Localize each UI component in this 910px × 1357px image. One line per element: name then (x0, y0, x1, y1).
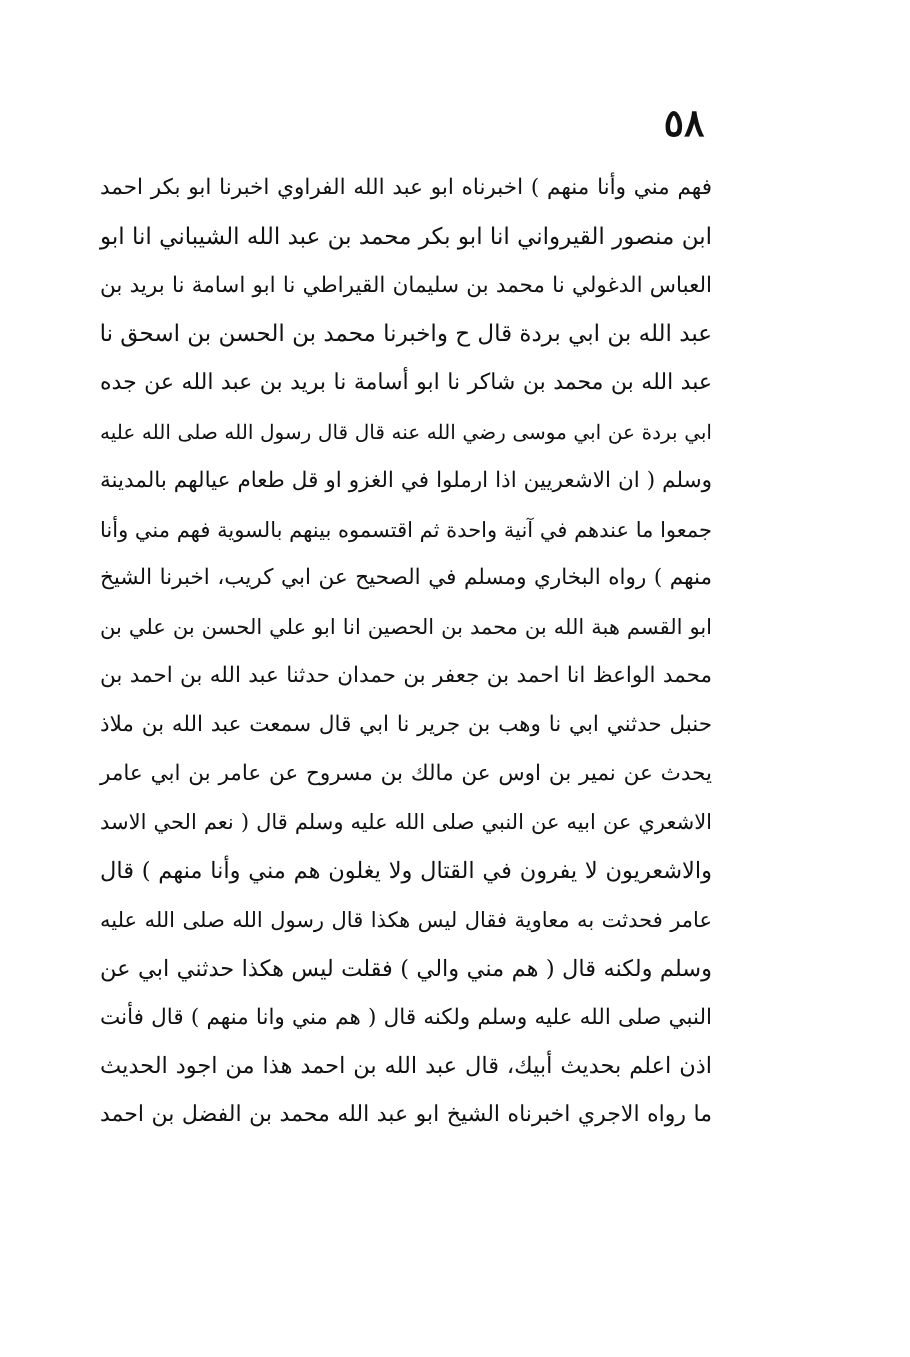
text-line-2: ابن منصور القيرواني انا ابو بكر محمد بن عبد الله الشيباني انا ابو (100, 223, 712, 250)
text-line-12: حنبل حدثني ابي نا وهب بن جرير نا ابي قال سمعت عبد الله بن ملاذ (100, 711, 712, 737)
text-line-13: يحدث عن نمير بن اوس عن مالك بن مسروح عن عامر بن ابي عامر (100, 760, 712, 786)
text-line-14: الاشعري عن ابيه عن النبي صلى الله عليه وسلم قال ( نعم الحي الاسد (100, 810, 712, 835)
page-number: ٥٨ (663, 100, 705, 145)
text-line-4: عبد الله بن ابي بردة قال ح واخبرنا محمد بن الحسن بن اسحق نا (99, 321, 712, 348)
text-line-19: اذن اعلم بحديث أبيك، قال عبد الله بن احمد هذا من اجود الحديث (100, 1053, 712, 1080)
text-line-1: فهم مني وأنا منهم ) اخبرناه ابو عبد الله الفراوي اخبرنا ابو بكر احمد (100, 175, 712, 200)
text-line-6: ابي بردة عن ابي موسى رضي الله عنه قال قال رسول الله صلى الله عليه (100, 419, 712, 444)
text-line-7: وسلم ( ان الاشعريين اذا ارملوا في الغزو او قل طعام عيالهم بالمدينة (100, 467, 712, 493)
text-line-9: منهم ) رواه البخاري ومسلم في الصحيح عن ابي كريب، اخبرنا الشيخ (100, 565, 712, 591)
text-line-17: وسلم ولكنه قال ( هم مني والي ) فقلت ليس هكذا حدثني ابي عن (100, 955, 712, 982)
text-line-16: عامر فحدثت به معاوية فقال ليس هكذا قال رسول الله صلى الله عليه (100, 907, 712, 932)
text-line-8: جمعوا ما عندهم في آنية واحدة ثم اقتسموه بينهم بالسوية فهم مني وأنا (100, 517, 712, 542)
text-line-10: ابو القسم هبة الله بن محمد بن الحصين انا ابو علي الحسن بن علي بن (100, 615, 713, 640)
body-text (100, 164, 712, 1140)
text-line-18: النبي صلى الله عليه وسلم ولكنه قال ( هم مني وانا منهم ) قال فأنت (100, 1004, 712, 1030)
text-line-20: ما رواه الاجري اخبرناه الشيخ ابو عبد الله محمد بن الفضل بن احمد (100, 1102, 712, 1128)
text-line-11: محمد الواعظ انا احمد بن جعفر بن حمدان حدثنا عبد الله بن احمد بن (100, 662, 712, 688)
text-line-3: العباس الدغولي نا محمد بن سليمان القيراطي نا ابو اسامة نا بريد بن (100, 272, 712, 298)
text-line-5: عبد الله بن محمد بن شاكر نا ابو أسامة نا بريد بن عبد الله عن جده (100, 370, 712, 396)
text-line-15: والاشعريون لا يفرون في القتال ولا يغلون هم مني وأنا منهم ) قال (100, 858, 712, 885)
